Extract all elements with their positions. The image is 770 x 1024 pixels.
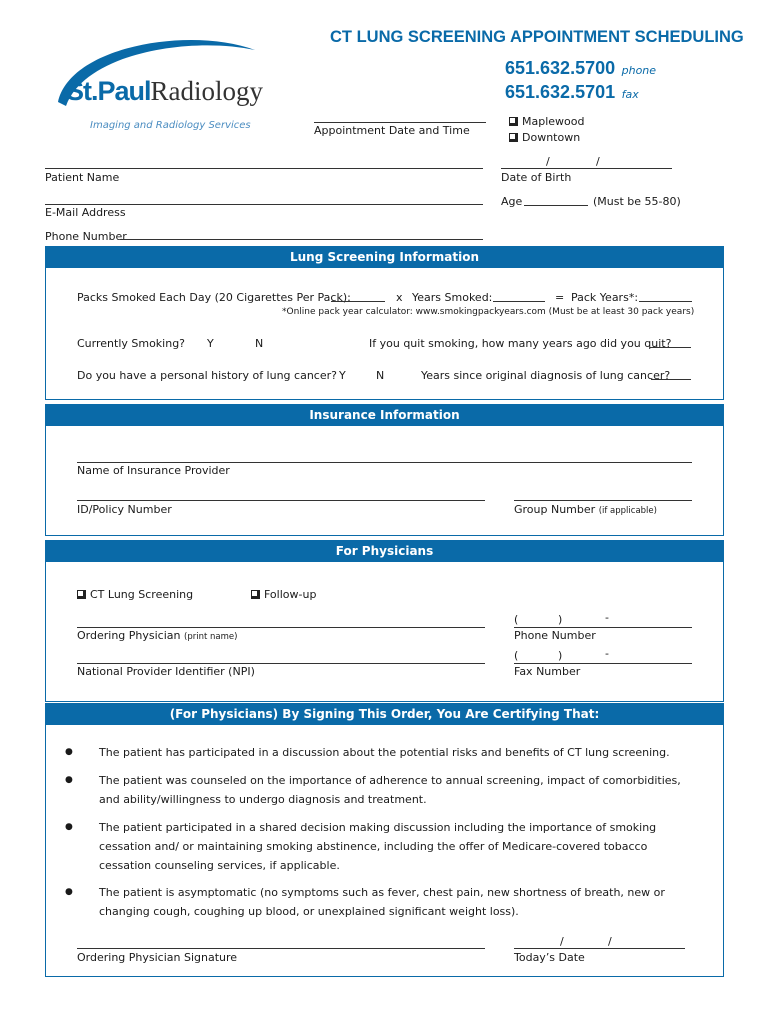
fax-paren-close: ) <box>558 649 563 662</box>
insurance-section-header: Insurance Information <box>45 404 724 426</box>
ct-lung-screening-option[interactable]: CT Lung Screening <box>77 588 193 601</box>
quit-question: If you quit smoking, how many years ago did you quit? <box>369 337 672 350</box>
history-question: Do you have a personal history of lung cancer? <box>77 369 337 382</box>
page-title: CT LUNG SCREENING APPOINTMENT SCHEDULING <box>330 28 744 46</box>
years-smoked-input[interactable] <box>493 301 545 302</box>
physician-fax-input[interactable] <box>514 663 692 664</box>
date-sep-2: / <box>608 935 612 948</box>
bullet-icon: ● <box>65 822 73 832</box>
checkbox-icon[interactable] <box>251 590 260 599</box>
lung-section-header: Lung Screening Information <box>45 246 724 268</box>
location-maplewood[interactable]: Maplewood <box>509 115 584 128</box>
years-smoked-label: Years Smoked: <box>412 291 493 304</box>
currently-smoking-label: Currently Smoking? <box>77 337 186 350</box>
policy-number-label: ID/Policy Number <box>77 503 172 516</box>
signature-label: Ordering Physician Signature <box>77 951 238 964</box>
logo-tagline: Imaging and Radiology Services <box>90 120 251 131</box>
npi-label: National Provider Identifier (NPI) <box>77 665 255 678</box>
logo-name-bold: St.Paul <box>66 76 151 106</box>
email-input[interactable] <box>45 204 483 205</box>
group-number-note: (if applicable) <box>598 506 657 516</box>
fax-number: 651.632.5701 <box>505 82 616 102</box>
history-yes-option[interactable]: Y <box>339 369 346 382</box>
fax-line <box>505 82 639 103</box>
years-since-diagnosis-input[interactable] <box>651 379 691 380</box>
insurance-provider-input[interactable] <box>77 462 692 463</box>
physician-phone-label: Phone Number <box>514 629 596 642</box>
followup-option[interactable]: Follow-up <box>251 588 316 601</box>
packs-label: Packs Smoked Each Day (20 Cigarettes Per Pack): <box>77 291 351 304</box>
smoking-yes-option[interactable]: Y <box>207 337 214 350</box>
phone-label: phone <box>621 64 657 77</box>
checkbox-icon[interactable] <box>77 590 86 599</box>
fax-label: fax <box>621 88 639 101</box>
phone-line <box>505 58 656 79</box>
signature-input[interactable] <box>77 948 485 949</box>
dob-input[interactable] <box>501 168 672 169</box>
patient-name-input[interactable] <box>45 168 483 169</box>
patient-phone-label: Phone Number <box>45 230 127 243</box>
patient-phone-input[interactable] <box>120 239 483 240</box>
age-note: (Must be 55-80) <box>593 195 681 208</box>
email-label: E-Mail Address <box>45 206 126 219</box>
appointment-date-time-label: Appointment Date and Time <box>314 124 470 137</box>
equals-sign: = <box>555 291 565 304</box>
group-number-label: Group Number (if applicable) <box>514 503 657 516</box>
certify-section-header: (For Physicians) By Signing This Order, You Are Certifying That: <box>45 703 724 725</box>
npi-input[interactable] <box>77 663 485 664</box>
dob-label: Date of Birth <box>501 171 572 184</box>
fax-paren-open: ( <box>514 649 519 662</box>
date-sep-1: / <box>560 935 564 948</box>
checkbox-icon[interactable] <box>509 133 518 142</box>
dob-sep-1: / <box>546 155 550 168</box>
ordering-physician-input[interactable] <box>77 627 485 628</box>
insurance-provider-label: Name of Insurance Provider <box>77 464 230 477</box>
location-downtown[interactable]: Downtown <box>509 131 580 144</box>
packs-input[interactable] <box>331 301 385 302</box>
appointment-input-line[interactable] <box>314 122 486 123</box>
physicians-section-header: For Physicians <box>45 540 724 562</box>
today-date-label: Today’s Date <box>514 951 585 964</box>
group-number-input[interactable] <box>514 500 692 501</box>
dob-sep-2: / <box>596 155 600 168</box>
bullet-icon: ● <box>65 747 73 757</box>
patient-name-label: Patient Name <box>45 171 120 184</box>
physician-fax-label: Fax Number <box>514 665 581 678</box>
calculator-note: *Online pack year calculator: www.smokingpackyears.com (Must be at least 30 pack years) <box>282 307 695 317</box>
ordering-physician-label: Ordering Physician (print name) <box>77 629 238 642</box>
physician-phone-input[interactable] <box>514 627 692 628</box>
age-label: Age <box>501 195 523 208</box>
times-sign: x <box>396 291 403 304</box>
checkbox-icon[interactable] <box>509 117 518 126</box>
logo-name-light: Radiology <box>150 76 264 106</box>
phone-dash: - <box>605 611 609 624</box>
phone-paren-close: ) <box>558 613 563 626</box>
ordering-physician-note: (print name) <box>184 632 238 642</box>
fax-dash: - <box>605 647 609 660</box>
years-since-diagnosis-label: Years since original diagnosis of lung cancer? <box>421 369 671 382</box>
phone-number: 651.632.5700 <box>505 58 616 78</box>
pack-years-input[interactable] <box>639 301 692 302</box>
age-input[interactable] <box>524 205 588 206</box>
logo <box>40 28 300 138</box>
history-no-option[interactable]: N <box>376 369 385 382</box>
bullet-icon: ● <box>65 775 73 785</box>
quit-years-input[interactable] <box>650 347 691 348</box>
phone-paren-open: ( <box>514 613 519 626</box>
policy-number-input[interactable] <box>77 500 485 501</box>
today-date-input[interactable] <box>514 948 685 949</box>
pack-years-label: Pack Years*: <box>571 291 639 304</box>
bullet-icon: ● <box>65 887 73 897</box>
smoking-no-option[interactable]: N <box>255 337 264 350</box>
